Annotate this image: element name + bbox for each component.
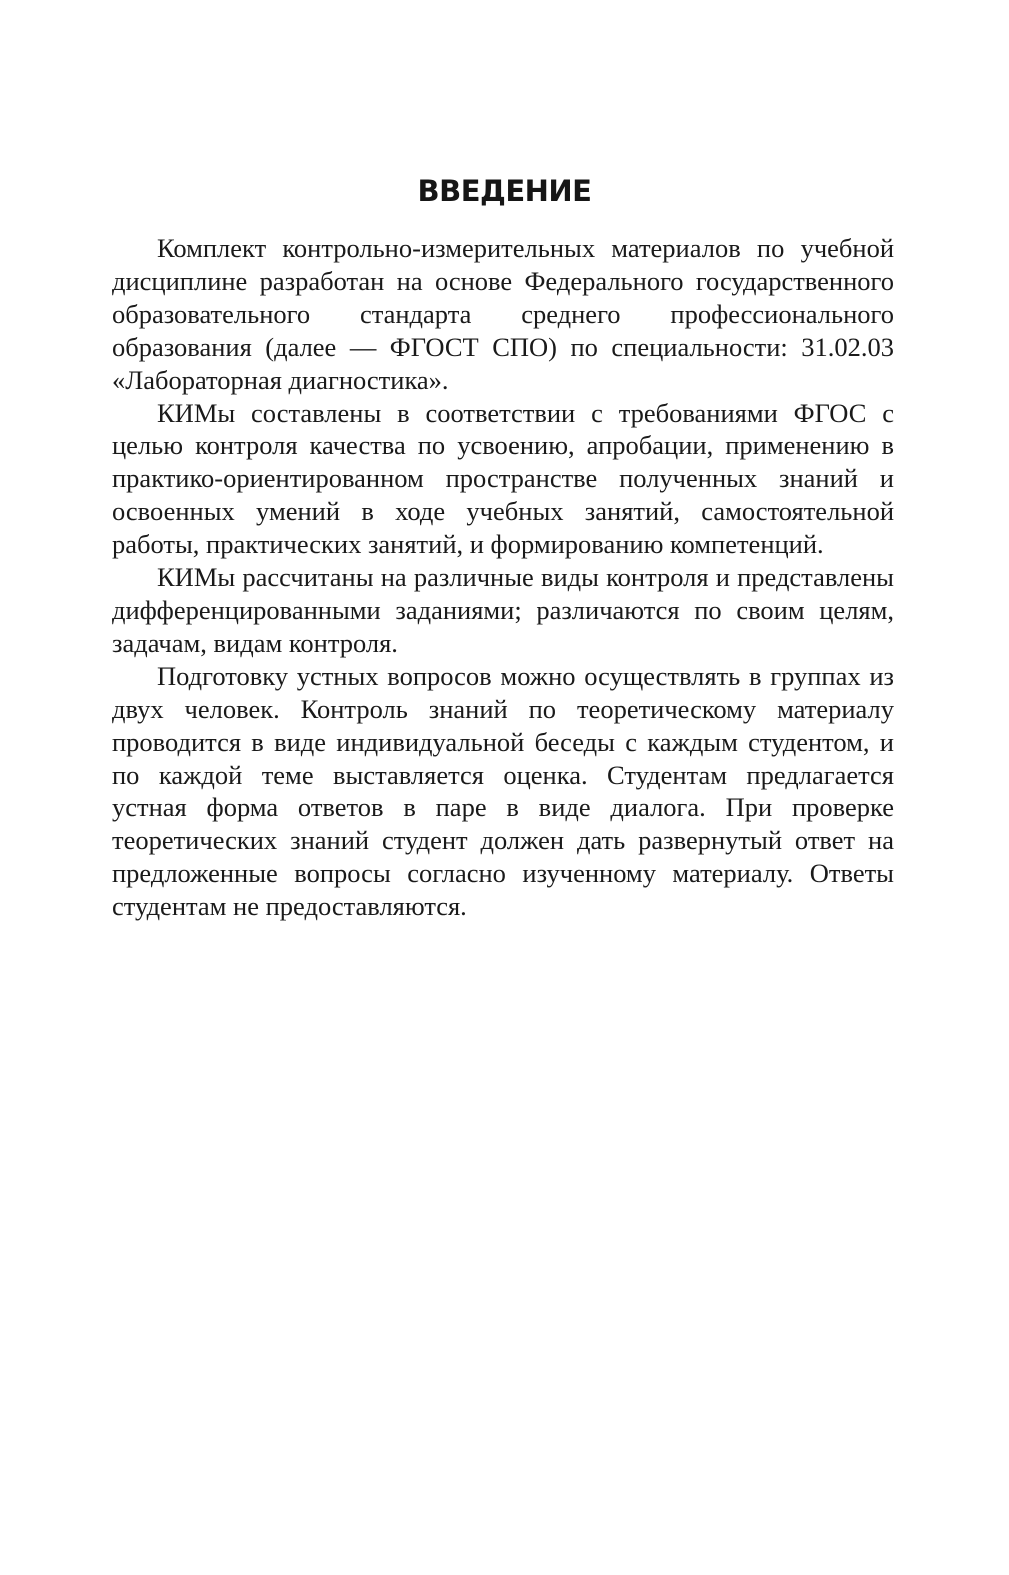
paragraph-oral-questions: Подготовку устных вопросов можно осуществлять в группах из двух человек. Контроль знаний по теоретическому материалу проводится в виде индивидуальной беседы с каждым студентом, и по каждой теме выставляется оценка. Студентам предлагается устная форма ответов в паре в виде диалога. При проверке теоретических знаний студент должен дать развернутый ответ на предложенные вопросы согласно изученному материалу. Ответы студентам не предоставляются. bbox=[112, 660, 894, 922]
page-title: ВВЕДЕНИЕ bbox=[417, 174, 592, 208]
paragraph-kim-composition: КИМы составлены в соответствии с требованиями ФГОС с целью контроля качества по усвоению, апробации, применению в практико-ориентированном пространстве полученных знаний и освоенных умений в ходе учебных занятий, самостоятельной работы, практических занятий, и формированию компетенций. bbox=[112, 397, 894, 560]
paragraph-kim-control-types: КИМы рассчитаны на различные виды контроля и представлены дифференцированными заданиями; различаются по своим целям, задачам, видам контроля. bbox=[112, 562, 894, 658]
body-text bbox=[112, 232, 894, 923]
paragraph-intro: Комплект контрольно-измерительных материалов по учебной дисциплине разработан на основе Федерального государственного образовательного стандарта среднего профессионального образования (далее — ФГОСТ СПО) по специальности: 31.02.03 «Лабораторная диагностика». bbox=[112, 233, 894, 395]
